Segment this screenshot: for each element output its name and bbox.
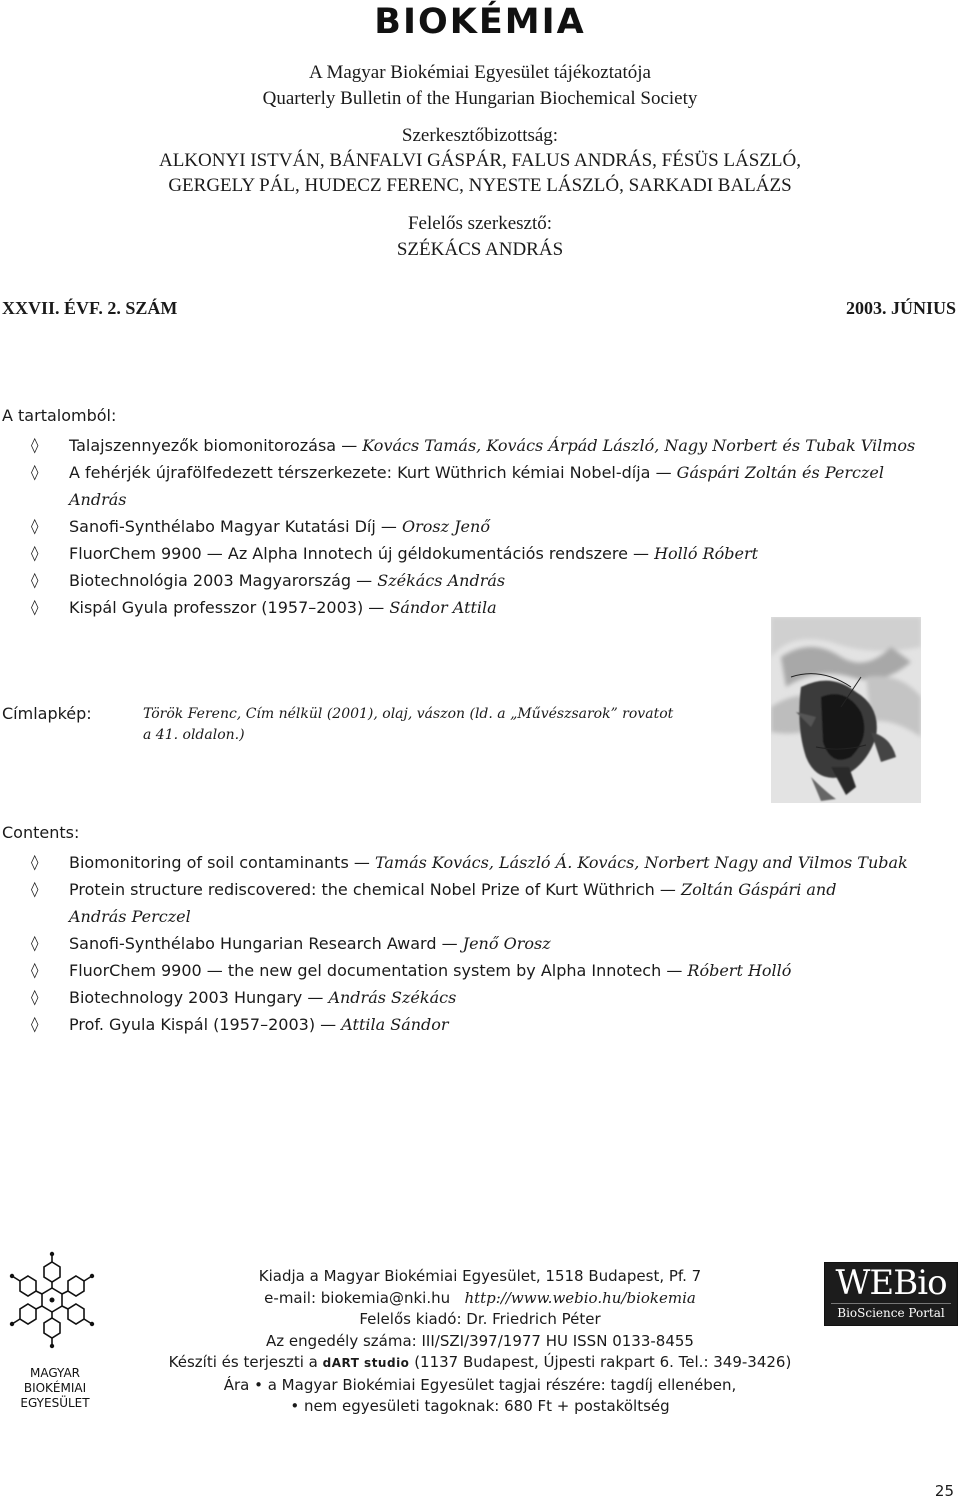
webio-logo xyxy=(824,1262,958,1326)
toc-hu-authors: Gáspári Zoltán és Perczel András xyxy=(69,463,884,509)
toc-hu-authors: Székács András xyxy=(377,571,506,590)
bullet-icon: ◊ xyxy=(31,436,39,454)
producer-prefix: Készíti és terjeszti a xyxy=(168,1353,323,1371)
toc-en-item xyxy=(0,930,960,957)
toc-en-item xyxy=(0,984,960,1011)
toc-hu-item xyxy=(0,459,889,513)
bullet-icon: ◊ xyxy=(31,853,39,871)
toc-en-list xyxy=(0,849,960,1038)
toc-hu-item xyxy=(0,432,960,459)
toc-hu-item xyxy=(0,567,960,594)
producer-line xyxy=(140,1352,820,1375)
society-molecule-logo-icon xyxy=(4,1250,100,1350)
website-link[interactable]: http://www.webio.hu/biokemia xyxy=(464,1288,696,1307)
toc-hu-title: Talajszennyezők biomonitorozása — xyxy=(69,436,363,455)
toc-en-title: Prof. Gyula Kispál (1957–2003) — xyxy=(69,1015,342,1034)
webio-brand-text: WEBio xyxy=(835,1263,947,1303)
editor-label: Felelős szerkesztő: xyxy=(407,213,553,234)
webio-tagline: BioScience Portal xyxy=(831,1303,951,1322)
toc-en-title: Biotechnology 2003 Hungary — xyxy=(69,988,329,1007)
board-line-2: GERGELY PÁL, HUDECZ FERENC, NYESTE LÁSZLÓ, SARKADI BALÁZS xyxy=(168,175,792,196)
cover-artwork-image xyxy=(771,617,921,803)
toc-en-authors: Attila Sándor xyxy=(341,1015,449,1034)
toc-en-authors: Róbert Holló xyxy=(687,961,792,980)
toc-hu-list xyxy=(0,432,960,621)
toc-hu-item xyxy=(0,540,960,567)
toc-en-item xyxy=(0,849,960,876)
bullet-icon: ◊ xyxy=(31,463,39,481)
toc-en-title: Biomonitoring of soil contaminants — xyxy=(69,853,375,872)
toc-hu-title: Sanofi-Synthélabo Magyar Kutatási Díj — xyxy=(69,517,402,536)
bullet-icon: ◊ xyxy=(31,517,39,535)
editor-name: SZÉKÁCS ANDRÁS xyxy=(396,239,564,260)
toc-en-heading: Contents: xyxy=(2,823,80,842)
toc-hu-title: Biotechnológia 2003 Magyarország — xyxy=(69,571,378,590)
bullet-icon: ◊ xyxy=(31,598,39,616)
toc-hu-item xyxy=(0,513,960,540)
toc-hu-title: FluorChem 9900 — Az Alpha Innotech új géldokumentációs rendszere — xyxy=(69,544,655,563)
society-name-line: EGYESÜLET xyxy=(20,1396,90,1410)
toc-hu-authors: Orosz Jenő xyxy=(402,517,490,536)
toc-en-authors: András Székács xyxy=(328,988,457,1007)
imprint-footer xyxy=(140,1266,820,1418)
bullet-icon: ◊ xyxy=(31,544,39,562)
subtitle-en: Quarterly Bulletin of the Hungarian Biochemical Society xyxy=(262,88,698,109)
society-logo-text xyxy=(0,1366,110,1411)
bullet-icon: ◊ xyxy=(31,1015,39,1033)
bullet-icon: ◊ xyxy=(31,880,39,898)
toc-en-title: Protein structure rediscovered: the chemical Nobel Prize of Kurt Wüthrich — xyxy=(69,880,681,899)
toc-en-authors: Zoltán Gáspári and András Perczel xyxy=(69,880,837,926)
responsible-publisher-line: Felelős kiadó: Dr. Friedrich Péter xyxy=(359,1310,601,1328)
contact-line xyxy=(140,1288,820,1310)
toc-en-title: FluorChem 9900 — the new gel documentation system by Alpha Innotech — xyxy=(69,961,688,980)
publisher-line: Kiadja a Magyar Biokémiai Egyesület, 1518 Budapest, Pf. 7 xyxy=(258,1267,702,1285)
board-line-1: ALKONYI ISTVÁN, BÁNFALVI GÁSPÁR, FALUS ANDRÁS, FÉSÜS LÁSZLÓ, xyxy=(158,150,802,171)
issue-volume: XXVII. ÉVF. 2. SZÁM xyxy=(2,298,178,318)
board-label: Szerkesztőbizottság: xyxy=(401,125,559,146)
society-name-line: BIOKÉMIAI xyxy=(23,1381,87,1395)
email-text: e-mail: biokemia@nki.hu xyxy=(264,1288,451,1307)
cover-caption: Török Ferenc, Cím nélkül (2001), olaj, vászon (ld. a „Művészsarok” rovatot a 41. oldalon.) xyxy=(143,706,674,743)
bullet-icon: ◊ xyxy=(31,988,39,1006)
toc-hu-authors: Sándor Attila xyxy=(389,598,497,617)
subtitle-hu: A Magyar Biokémiai Egyesület tájékoztatója xyxy=(309,62,651,83)
toc-hu-title: A fehérjék újrafölfedezett térszerkezete: Kurt Wüthrich kémiai Nobel-díja — xyxy=(69,463,677,482)
price-line-members: Ára • a Magyar Biokémiai Egyesület tagjai részére: tagdíj ellenében, xyxy=(223,1375,737,1394)
bullet-icon: ◊ xyxy=(31,571,39,589)
license-line: Az engedély száma: III/SZI/397/1977 HU ISSN 0133-8455 xyxy=(266,1331,694,1350)
price-line-nonmembers: • nem egyesületi tagoknak: 680 Ft + postaköltség xyxy=(290,1397,670,1415)
society-name-line: MAGYAR xyxy=(30,1366,80,1380)
toc-hu-authors: Holló Róbert xyxy=(654,544,759,563)
toc-en-item xyxy=(0,1011,960,1038)
producer-address: (1137 Budapest, Újpesti rakpart 6. Tel.: 349-3426) xyxy=(409,1353,792,1371)
toc-hu-title: Kispál Gyula professzor (1957–2003) — xyxy=(69,598,390,617)
toc-en-authors: Jenő Orosz xyxy=(462,934,551,953)
toc-en-item xyxy=(0,876,889,930)
page-number: 25 xyxy=(934,1482,954,1500)
toc-en-title: Sanofi-Synthélabo Hungarian Research Award — xyxy=(69,934,463,953)
toc-hu-authors: Kovács Tamás, Kovács Árpád László, Nagy Norbert és Tubak Vilmos xyxy=(362,436,916,455)
bullet-icon: ◊ xyxy=(31,961,39,979)
toc-en-authors: Tamás Kovács, László Á. Kovács, Norbert Nagy and Vilmos Tubak xyxy=(374,853,908,872)
page-title: BIOKÉMIA xyxy=(374,2,586,42)
issue-date: 2003. JÚNIUS xyxy=(845,298,956,318)
bullet-icon: ◊ xyxy=(31,934,39,952)
dart-studio-brand: dART studio xyxy=(322,1356,410,1370)
cover-label: Címlapkép: xyxy=(2,704,92,723)
toc-hu-heading: A tartalomból: xyxy=(2,406,117,425)
toc-en-item xyxy=(0,957,960,984)
